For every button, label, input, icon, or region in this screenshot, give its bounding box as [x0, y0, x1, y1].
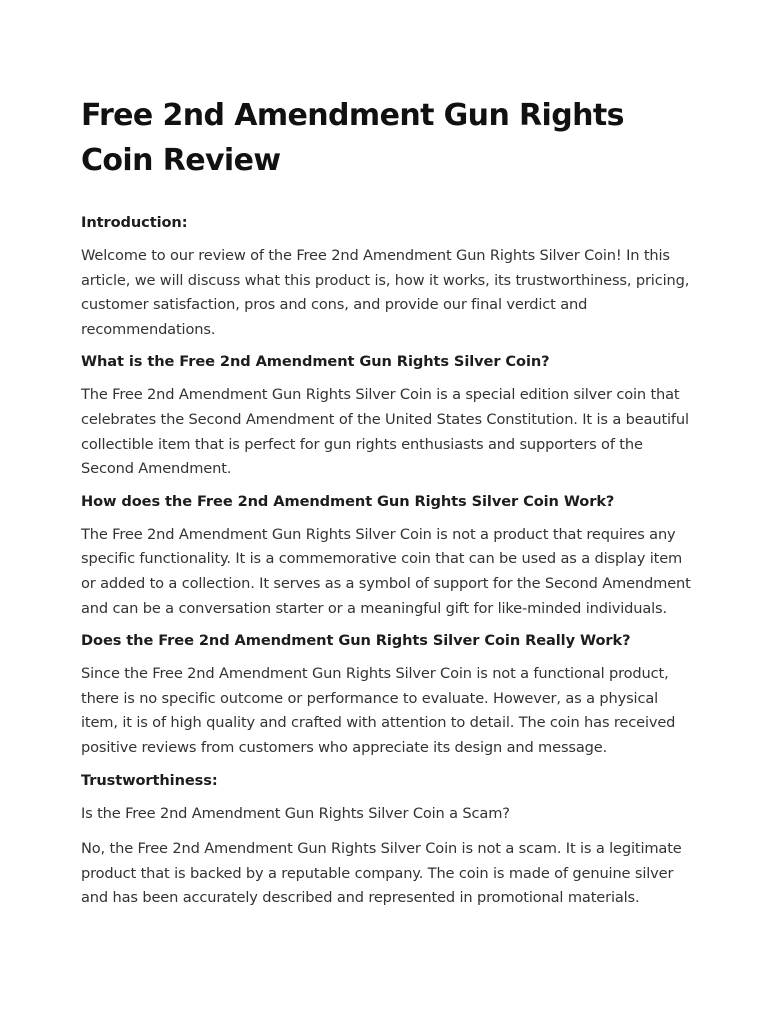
article: [81, 93, 693, 921]
paragraph-really-work: Since the Free 2nd Amendment Gun Rights Silver Coin is not a functional product, there is no specific outcome or performance to evaluate. However, as a physical item, it is of high quality and crafted with attention to detail. The coin has received positive reviews from customers who appreciate its design and message.: [81, 665, 676, 756]
paragraph-what-is: The Free 2nd Amendment Gun Rights Silver Coin is a special edition silver coin that celebrates the Second Amendment of the United States Constitution. It is a beautiful collectible item that is perfect for gun rights enthusiasts and supporters of the Second Amendment.: [81, 386, 689, 478]
section-heading-trustworthiness: Trustworthiness:: [81, 771, 218, 789]
section-heading-introduction: Introduction:: [81, 214, 188, 231]
section-heading-how-it-works: How does the Free 2nd Amendment Gun Rights Silver Coin Work?: [81, 492, 615, 510]
paragraph-scam-question: Is the Free 2nd Amendment Gun Rights Silver Coin a Scam?: [81, 804, 510, 822]
paragraph-scam-answer: No, the Free 2nd Amendment Gun Rights Silver Coin is not a scam. It is a legitimate product that is backed by a reputable company. The coin is made of genuine silver and has been accurately described and represented in promotional materials.: [81, 840, 682, 907]
paragraph-how-it-works: The Free 2nd Amendment Gun Rights Silver Coin is not a product that requires any specific functionality. It is a commemorative coin that can be used as a display item or added to a collection. It serves as a symbol of support for the Second Amendment and can be a conversation starter or a meaningful gift for like-minded individuals.: [81, 525, 691, 617]
paragraph-introduction: Welcome to our review of the Free 2nd Amendment Gun Rights Silver Coin! In this article, we will discuss what this product is, how it works, its trustworthiness, pricing, customer satisfaction, pros and cons, and provide our final verdict and recommendations.: [81, 247, 690, 338]
section-heading-what-is: What is the Free 2nd Amendment Gun Rights Silver Coin?: [81, 353, 550, 371]
page-title: Free 2nd Amendment Gun Rights Coin Review: [81, 98, 624, 178]
section-heading-really-work: Does the Free 2nd Amendment Gun Rights Silver Coin Really Work?: [81, 632, 631, 650]
